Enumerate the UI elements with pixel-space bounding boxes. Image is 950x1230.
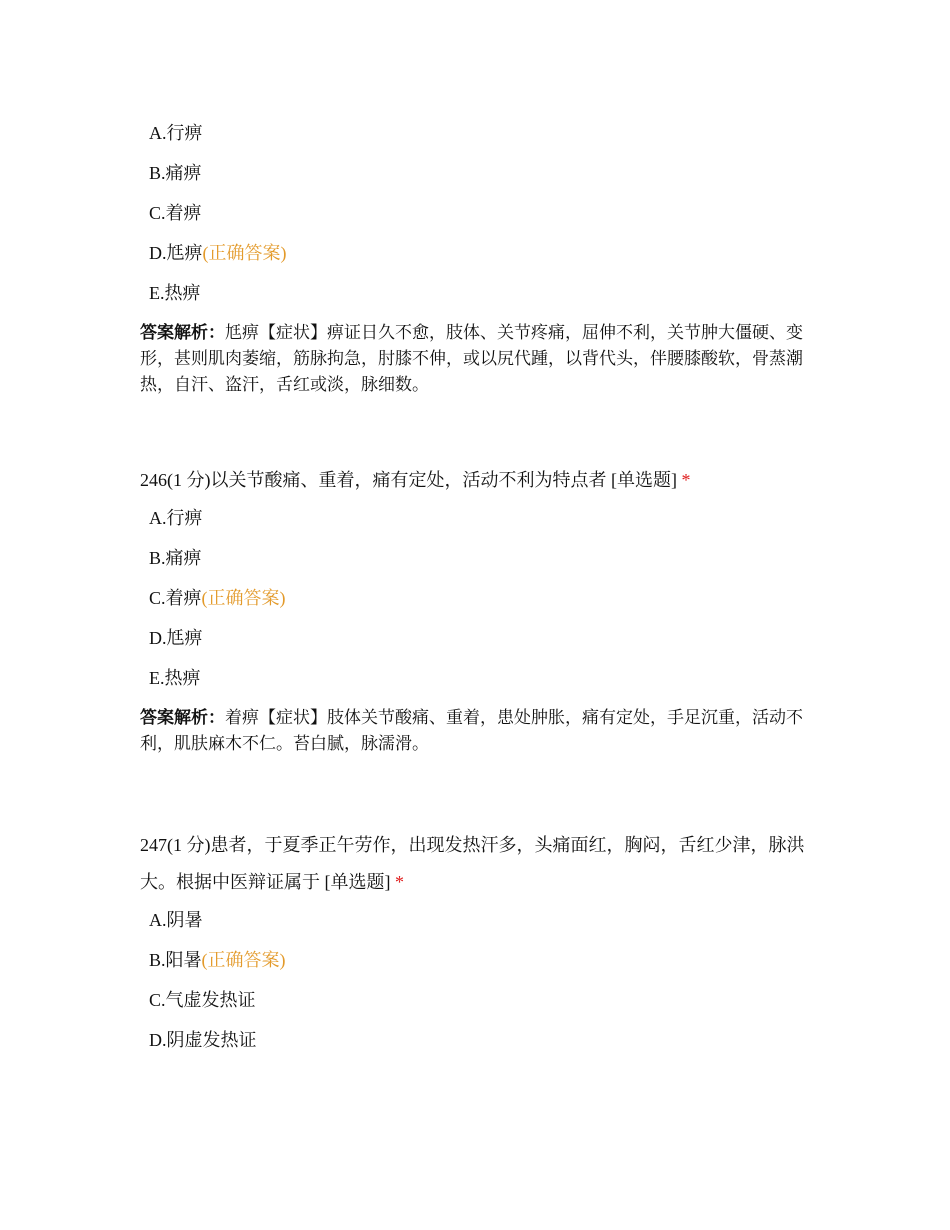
option-c: C.着痹(正确答案) bbox=[149, 588, 286, 608]
option-d: D.尪痹(正确答案) bbox=[149, 243, 287, 263]
option-e: E.热痹 bbox=[149, 283, 201, 303]
question-245 bbox=[140, 120, 820, 398]
question-247 bbox=[140, 827, 820, 1053]
option-c: C.着痹 bbox=[149, 203, 202, 223]
correct-answer-tag: (正确答案) bbox=[202, 243, 287, 263]
correct-answer-tag: (正确答案) bbox=[201, 588, 286, 608]
question-text: 247(1 分)患者，于夏季正午劳作，出现发热汗多，头痛面红，胸闷，舌红少津，脉洪大。根据中医辩证属于 [单选题] * bbox=[140, 835, 805, 892]
option-e: E.热痹 bbox=[149, 668, 201, 688]
option-d: D.阴虚发热证 bbox=[149, 1030, 257, 1050]
analysis-label: 答案解析： bbox=[140, 708, 225, 728]
option-d: D.尪痹 bbox=[149, 628, 203, 648]
option-b: B.痛痹 bbox=[149, 163, 202, 183]
option-a: A.行痹 bbox=[149, 508, 203, 528]
document-page bbox=[140, 120, 820, 1067]
question-text: 246(1 分)以关节酸痛、重着，痛有定处，活动不利为特点者 [单选题] * bbox=[140, 470, 691, 490]
analysis-label: 答案解析： bbox=[140, 323, 225, 343]
option-b: B.痛痹 bbox=[149, 548, 202, 568]
option-a: A.阴暑 bbox=[149, 910, 203, 930]
required-mark: * bbox=[681, 470, 691, 490]
required-mark: * bbox=[395, 872, 404, 892]
option-b: B.阳暑(正确答案) bbox=[149, 950, 286, 970]
answer-analysis bbox=[140, 320, 820, 398]
analysis-text: 尪痹【症状】痹证日久不愈，肢体、关节疼痛，屈伸不利，关节肿大僵硬、变形，甚则肌肉萎缩，筋脉拘急，肘膝不伸，或以尻代踵，以背代头，伴腰膝酸软，骨蒸潮热，自汗、盗汗，舌红或淡，脉细数。 bbox=[140, 323, 803, 395]
question-246 bbox=[140, 462, 820, 757]
analysis-text: 着痹【症状】肢体关节酸痛、重着，患处肿胀，痛有定处，手足沉重，活动不利，肌肤麻木不仁。苔白腻，脉濡滑。 bbox=[140, 708, 803, 754]
correct-answer-tag: (正确答案) bbox=[201, 950, 286, 970]
option-c: C.气虚发热证 bbox=[149, 990, 256, 1010]
answer-analysis bbox=[140, 705, 820, 757]
option-a: A.行痹 bbox=[149, 123, 203, 143]
